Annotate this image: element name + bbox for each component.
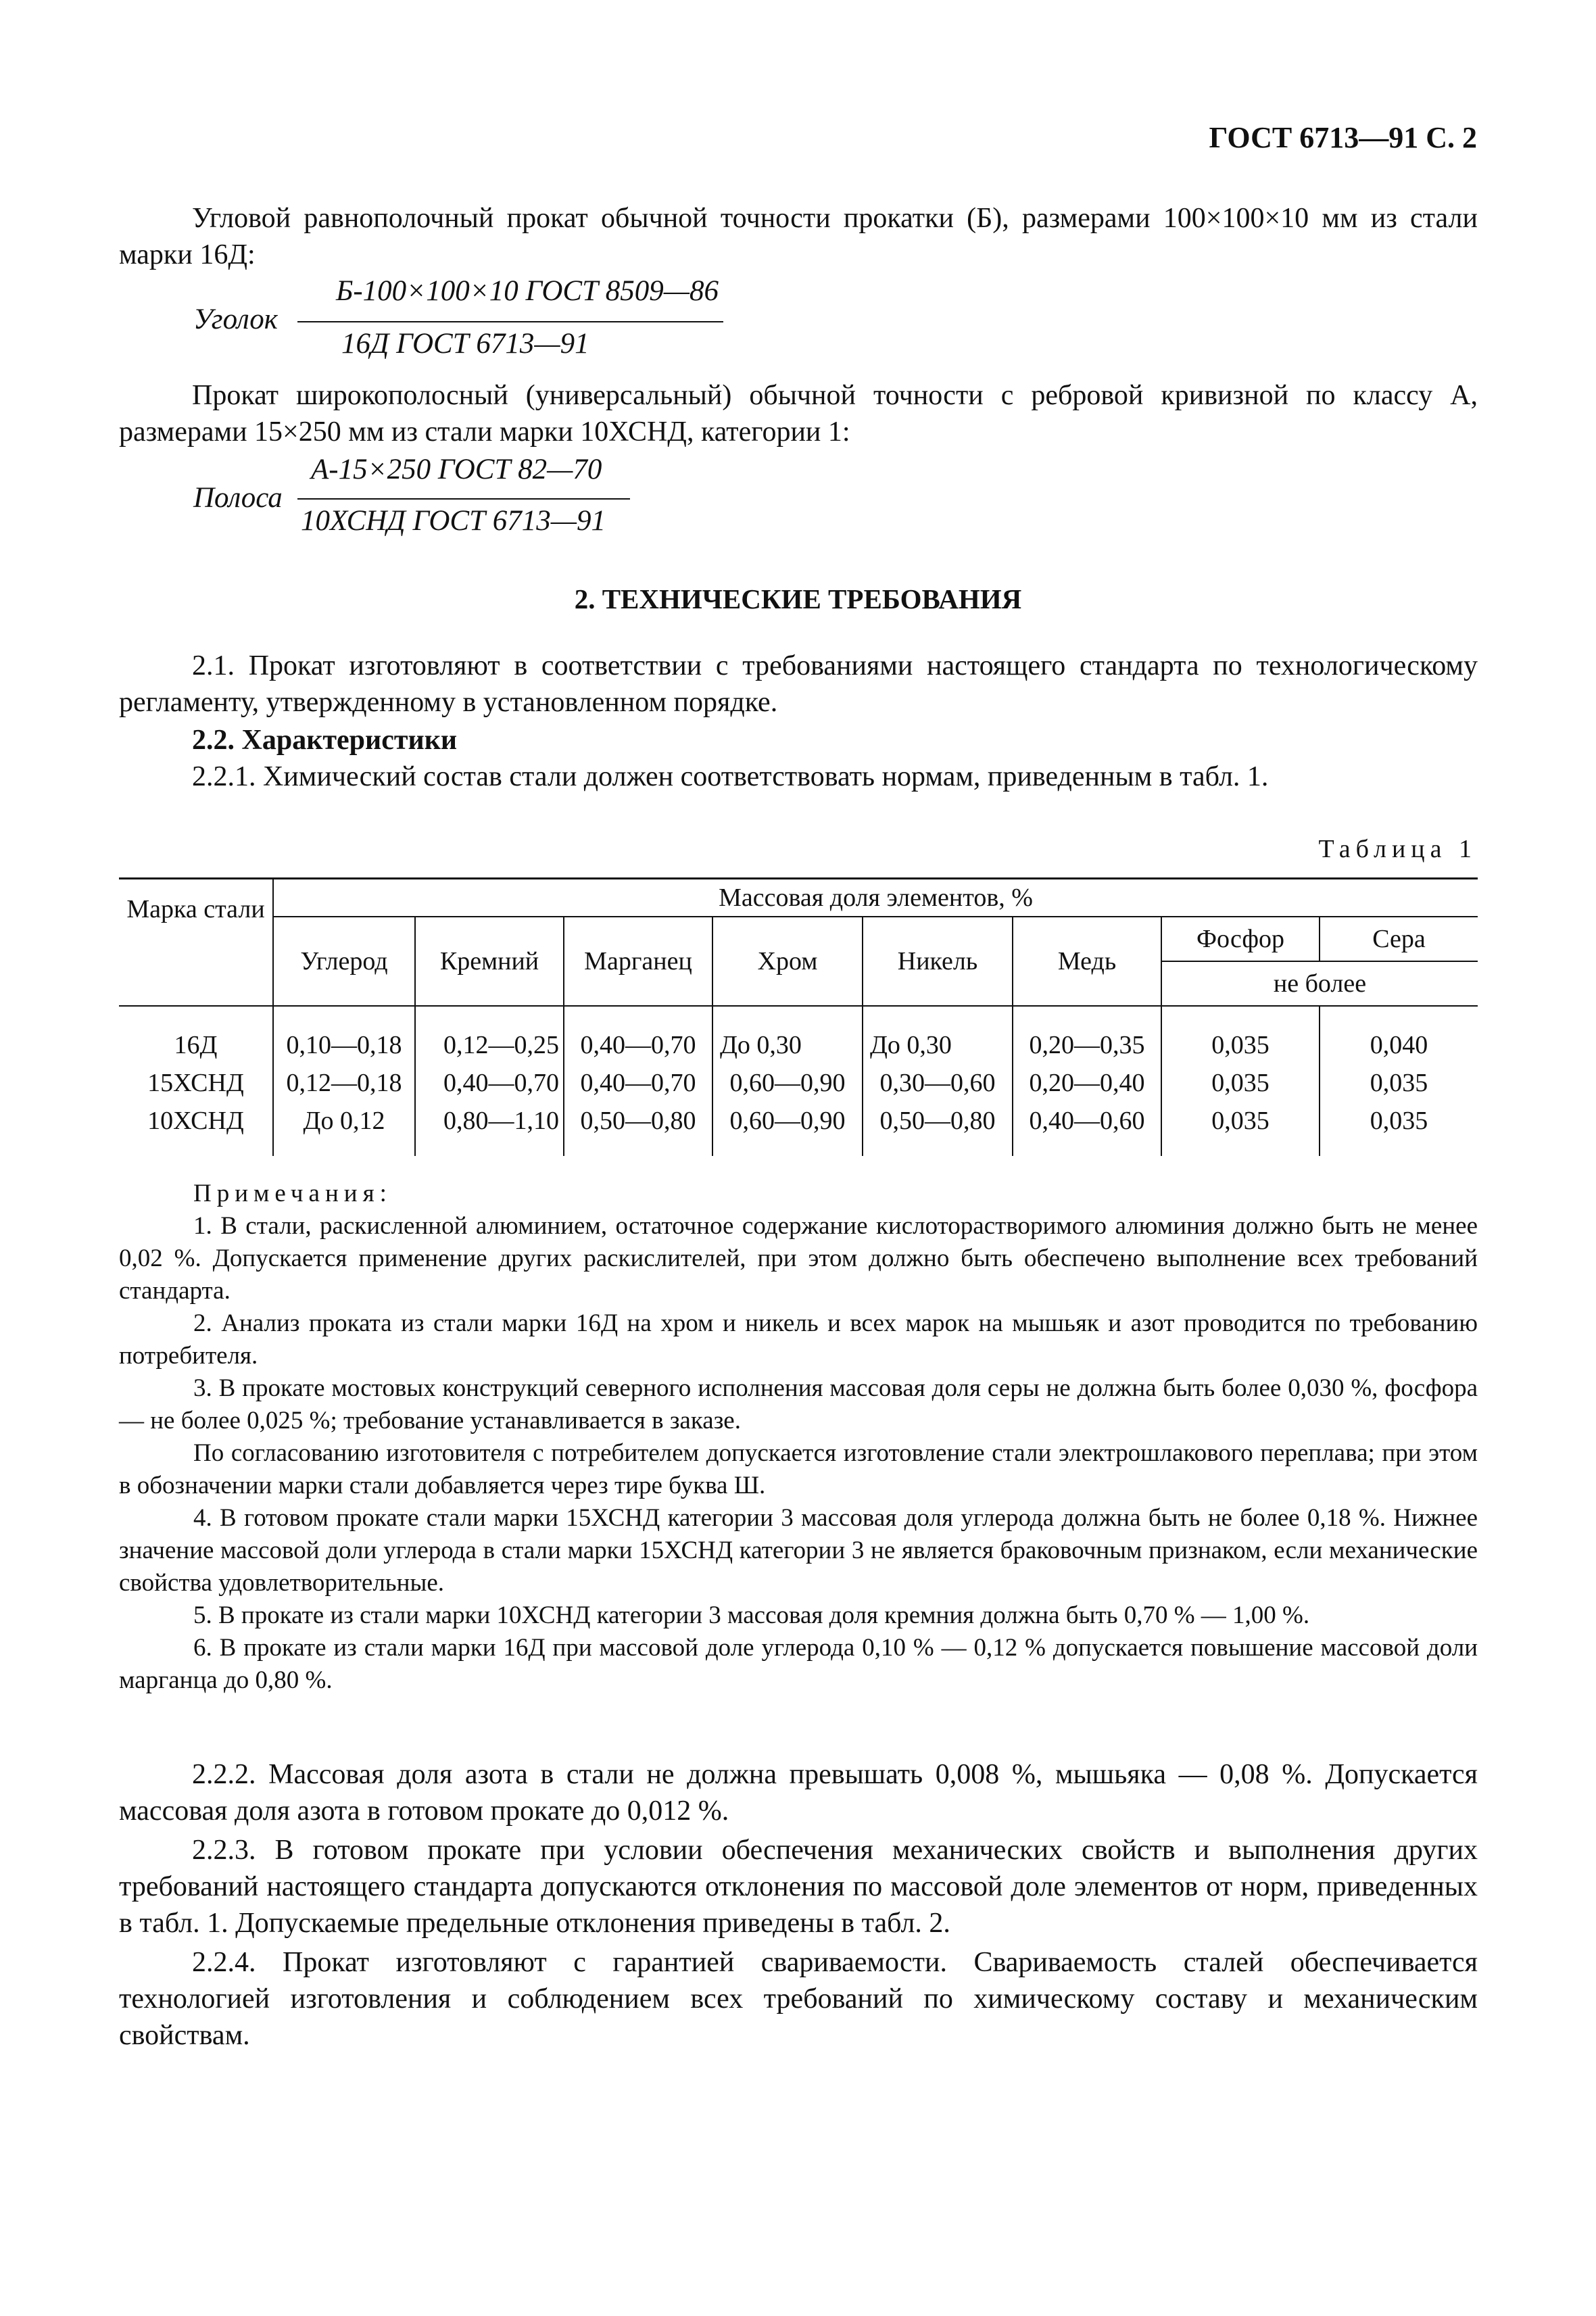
header-col: Кремний bbox=[415, 917, 564, 1006]
notes-block bbox=[119, 1178, 1478, 1697]
table-cell: 10ХСНД bbox=[119, 1102, 273, 1140]
table-cell: До 0,30 bbox=[712, 1026, 863, 1064]
notes-title: Примечания: bbox=[193, 1180, 392, 1207]
subheading-2-2: 2.2. Характеристики bbox=[192, 725, 458, 756]
table-cell: 16Д bbox=[119, 1026, 273, 1064]
table-cell: 0,035 bbox=[1161, 1064, 1320, 1102]
table-cell: 0,40—0,70 bbox=[415, 1064, 564, 1102]
table-cell: 15ХСНД bbox=[119, 1064, 273, 1102]
table-cell: 0,80—1,10 bbox=[415, 1102, 564, 1140]
header-steel-grade: Марка стали bbox=[119, 879, 273, 1006]
paragraph-2-1: 2.1. Прокат изготовляют в соответствии с требованиями настоящего стандарта по технологическому регламенту, утвержденному в установленном порядке. bbox=[119, 650, 1478, 718]
table-cell: 0,30—0,60 bbox=[863, 1064, 1013, 1102]
note-3-continuation: По согласованию изготовителя с потребителем допускается изготовление стали электрошлакового переплава; при этом в обозначении марки стали добавляется через тире буква Ш. bbox=[119, 1439, 1478, 1499]
header-col: Медь bbox=[1013, 917, 1161, 1006]
table-cell: 0,035 bbox=[1370, 1106, 1428, 1135]
header-mass-fraction: Массовая доля элементов, % bbox=[273, 879, 1478, 917]
paragraph-2-2-3: 2.2.3. В готовом прокате при условии обеспечения механических свойств и выполнения других требований настоящего стандарта допускаются отклонения по массовой доле элементов от норм, приведенных в табл. 1. Допускаемые предельные отклонения приведены в табл. 2. bbox=[119, 1835, 1478, 1939]
section-heading: 2. ТЕХНИЧЕСКИЕ ТРЕБОВАНИЯ bbox=[574, 583, 1022, 614]
table-cell: До 0,12 bbox=[273, 1102, 415, 1140]
page-header: ГОСТ 6713—91 С. 2 bbox=[1209, 121, 1477, 154]
table-cell: 0,60—0,90 bbox=[712, 1102, 863, 1140]
table-cell: 0,50—0,80 bbox=[863, 1102, 1013, 1140]
table-cell: 0,035 bbox=[1161, 1102, 1320, 1140]
table-row bbox=[119, 1026, 1478, 1064]
formula-numerator: Б-100×100×10 ГОСТ 8509—86 bbox=[336, 275, 719, 307]
table-cell: 0,035 bbox=[1370, 1068, 1428, 1097]
formula-denominator: 16Д ГОСТ 6713—91 bbox=[341, 328, 589, 360]
fraction-bar bbox=[297, 498, 630, 500]
table-cell: 0,40—0,70 bbox=[564, 1026, 712, 1064]
table-cell: 0,035 bbox=[1161, 1026, 1320, 1064]
header-col: Сера bbox=[1320, 917, 1478, 961]
header-max-note: не более bbox=[1161, 961, 1478, 1006]
table-cell: 0,50—0,80 bbox=[564, 1102, 712, 1140]
header-col: Хром bbox=[712, 917, 863, 1006]
table-cell: 0,12—0,25 bbox=[415, 1026, 564, 1064]
paragraph-2-2-2: 2.2.2. Массовая доля азота в стали не должна превышать 0,008 %, мышьяка — 0,08 %. Допускается массовая доля азота в готовом прокате до 0,012 %. bbox=[119, 1759, 1478, 1827]
table-cell: 0,40—0,60 bbox=[1013, 1102, 1161, 1140]
example-paragraph-1: Угловой равнополочный прокат обычной точности прокатки (Б), размерами 100×100×10 мм из стали марки 16Д: bbox=[119, 203, 1478, 270]
note-5: 5. В прокате из стали марки 10ХСНД категории 3 массовая доля кремния должна быть 0,70 % — 1,00 %. bbox=[193, 1601, 1310, 1629]
table-row bbox=[119, 1102, 1478, 1140]
header-col: Углерод bbox=[273, 917, 415, 1006]
table-cell: 0,040 bbox=[1370, 1030, 1428, 1059]
table-cell: До 0,30 bbox=[863, 1026, 1013, 1064]
note-1: 1. В стали, раскисленной алюминием, остаточное содержание кислоторастворимого алюминия должно быть не менее 0,02 %. Допускается применение других раскислителей, при этом должно быть обеспечено выполнение всех требований стандарта. bbox=[119, 1212, 1478, 1305]
formula-label: Уголок bbox=[193, 304, 278, 335]
table-row bbox=[119, 1064, 1478, 1102]
note-6: 6. В прокате из стали марки 16Д при массовой доле углерода 0,10 % — 0,12 % допускается повышение массовой доли марганца до 0,80 %. bbox=[119, 1634, 1478, 1694]
header-col: Марганец bbox=[564, 917, 712, 1006]
paragraph-2-2-1: 2.2.1. Химический состав стали должен соответствовать нормам, приведенным в табл. 1. bbox=[192, 761, 1269, 792]
note-4: 4. В готовом прокате стали марки 15ХСНД категории 3 массовая доля углерода должна быть не более 0,18 %. Нижнее значение массовой доли углерода в стали марки 15ХСНД категории 3 не является браковочным признаком, если механические свойства удовлетворительные. bbox=[119, 1504, 1478, 1597]
table-cell: 0,20—0,40 bbox=[1013, 1064, 1161, 1102]
chemical-composition-table bbox=[119, 877, 1478, 1156]
formula-numerator: А-15×250 ГОСТ 82—70 bbox=[311, 454, 602, 485]
table-cell: 0,40—0,70 bbox=[564, 1064, 712, 1102]
formula-label: Полоса bbox=[193, 482, 283, 514]
example-paragraph-2: Прокат широкополосный (универсальный) обычной точности с ребровой кривизной по классу А, размерами 15×250 мм из стали марки 10ХСНД, категории 1: bbox=[119, 380, 1478, 448]
fraction-bar bbox=[297, 321, 723, 322]
table-cell: 0,10—0,18 bbox=[273, 1026, 415, 1064]
formula-denominator: 10ХСНД ГОСТ 6713—91 bbox=[301, 505, 606, 537]
note-2: 2. Анализ проката из стали марки 16Д на хром и никель и всех марок на мышьяк и азот проводится по требованию потребителя. bbox=[119, 1309, 1478, 1370]
table-cell: 0,12—0,18 bbox=[273, 1064, 415, 1102]
table-cell: 0,20—0,35 bbox=[1013, 1026, 1161, 1064]
paragraph-2-2-4: 2.2.4. Прокат изготовляют с гарантией свариваемости. Свариваемость сталей обеспечивается технологией изготовления и соблюдением всех требований по химическому составу и механическим свойствам. bbox=[119, 1947, 1478, 2051]
header-col: Никель bbox=[863, 917, 1013, 1006]
table-caption: Таблица 1 bbox=[1318, 835, 1477, 863]
table-cell: 0,60—0,90 bbox=[712, 1064, 863, 1102]
header-col: Фосфор bbox=[1161, 917, 1320, 961]
note-3: 3. В прокате мостовых конструкций северного исполнения массовая доля серы не должна быть более 0,030 %, фосфора — не более 0,025 %; требование устанавливается в заказе. bbox=[119, 1374, 1478, 1434]
